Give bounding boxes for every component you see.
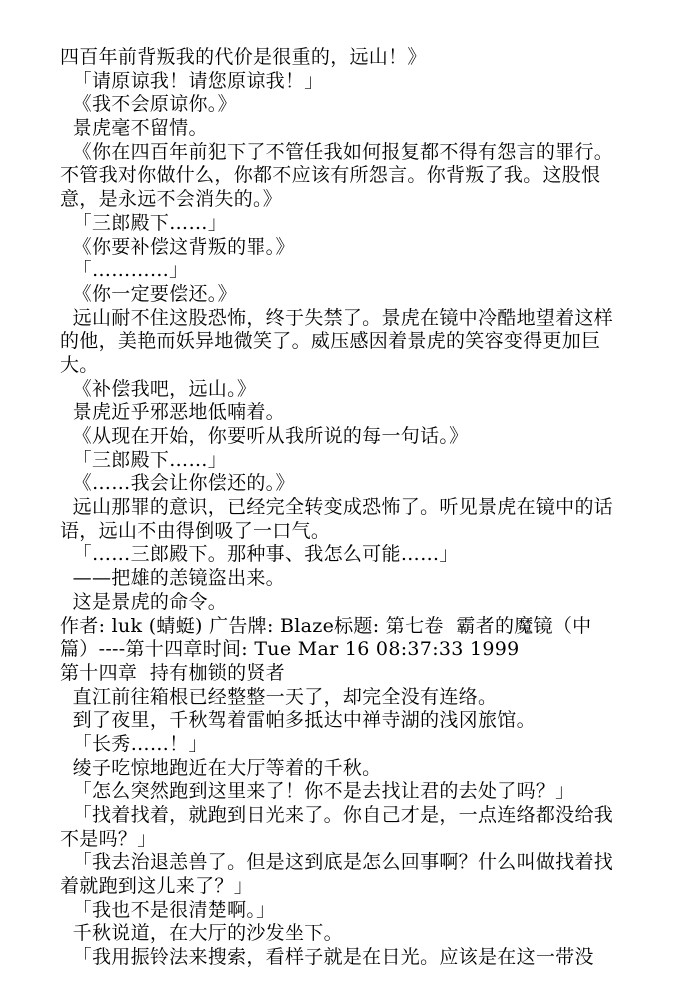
text-line: 远山耐不住这股恐怖，终于失禁了。景虎在镜中冷酷地望着这样 — [60, 306, 614, 329]
text-line: 「我用振铃法来搜索，看样子就是在日光。应该是在这一带没 — [60, 946, 594, 969]
text-line: 「怎么突然跑到这里来了！你不是去找让君的去处了吗？」 — [60, 780, 575, 803]
post-header-line: 作者: luk (蜻蜓) 广告牌: Blaze标题: 第七卷 霸者的魔镜（中 — [60, 614, 592, 637]
text-line: 「……三郎殿下。那种事、我怎么可能……」 — [60, 543, 459, 566]
text-line: 景虎毫不留情。 — [60, 117, 208, 140]
text-line: 到了夜里，千秋驾着雷帕多抵达中禅寺湖的浅冈旅馆。 — [60, 709, 536, 732]
text-line: 远山那罪的意识，已经完全转变成恐怖了。听见景虎在镜中的话 — [60, 496, 614, 519]
text-line: 《你在四百年前犯下了不管任我如何报复都不得有怨言的罪行。 — [60, 140, 614, 163]
text-line: 「请原谅我！请您原谅我！」 — [60, 69, 324, 92]
text-body — [60, 46, 640, 970]
text-line: 《你要补偿这背叛的罪。》 — [60, 235, 295, 258]
text-line: 「三郎殿下……」 — [60, 211, 228, 234]
text-line: 着就跑到这儿来了？」 — [60, 875, 254, 898]
text-line: 《补偿我吧，远山。》 — [60, 377, 257, 400]
text-line: 「我去治退恙兽了。但是这到底是怎么回事啊？什么叫做找着找 — [60, 851, 614, 874]
text-line: 「…………」 — [60, 259, 189, 282]
text-line: 「我也不是很清楚啊。」 — [60, 898, 276, 921]
text-line: ——把雄的恙镜盗出来。 — [60, 567, 285, 590]
text-line: 绫子吃惊地跑近在大厅等着的千秋。 — [60, 756, 382, 779]
text-line: 《从现在开始，你要听从我所说的每一句话。》 — [60, 425, 469, 447]
text-line: 直江前往箱根已经整整一天了，却完全没有连络。 — [60, 685, 498, 708]
chapter-title: 第十四章 持有枷锁的贤者 — [60, 661, 285, 684]
text-line: 《……我会让你偿还的。》 — [60, 472, 295, 495]
post-header-line: 篇）----第十四章时间: Tue Mar 16 08:37:33 1999 — [60, 638, 520, 661]
text-line: 这是景虎的命令。 — [60, 590, 228, 613]
text-line: 《我不会原谅你。》 — [60, 93, 237, 116]
text-line: 《你一定要偿还。》 — [60, 282, 237, 305]
text-line: 千秋说道，在大厅的沙发坐下。 — [60, 922, 343, 945]
text-line: 意，是永远不会消失的。》 — [60, 188, 283, 211]
text-line: 不是吗？」 — [60, 827, 157, 850]
text-line: 「三郎殿下……」 — [60, 448, 228, 471]
text-line: 「找着找着，就跑到日光来了。你自己才是，一点连络都没给我 — [60, 804, 614, 826]
text-line: 大。 — [60, 353, 99, 376]
text-line: 四百年前背叛我的代价是很重的，远山！》 — [60, 46, 427, 68]
text-line: 的他，美艳而妖异地微笑了。威压感因着景虎的笑容变得更加巨 — [60, 330, 601, 353]
text-line: 景虎近乎邪恶地低喃着。 — [60, 401, 285, 424]
text-line: 语，远山不由得倒吸了一口气。 — [60, 519, 331, 542]
text-line: 不管我对你做什么，你都不应该有所怨言。你背叛了我。这股恨 — [60, 164, 601, 187]
text-line: 「长秀……！」 — [60, 732, 208, 755]
